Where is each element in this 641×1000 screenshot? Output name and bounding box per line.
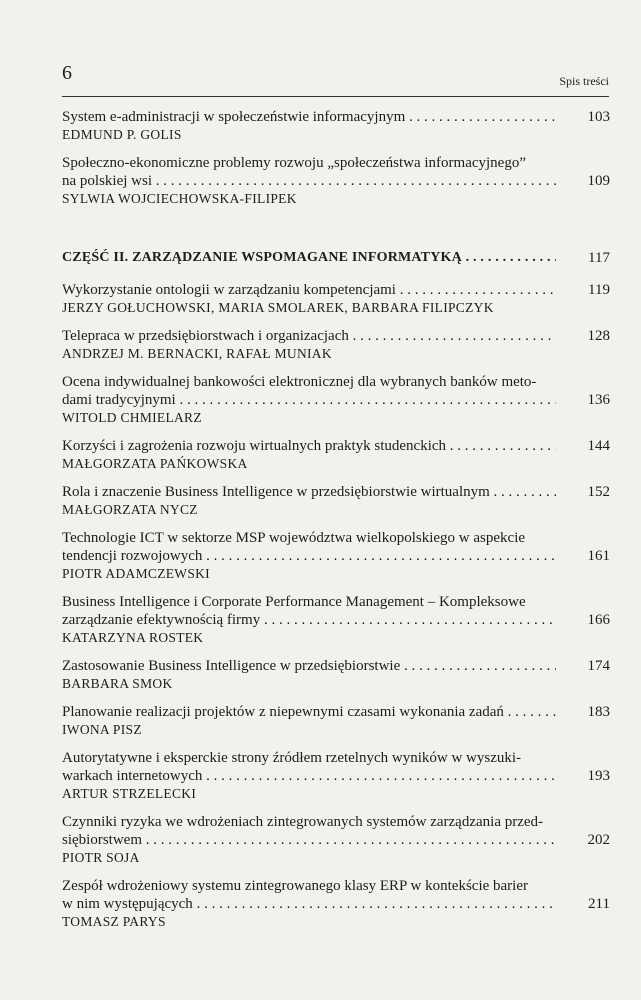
entry-authors: EDMUND P. GOLIS: [62, 127, 182, 142]
toc-entry: [62, 877, 610, 930]
entry-page-number: 161: [556, 547, 610, 565]
entry-title: [62, 593, 556, 629]
entry-title: [62, 373, 556, 409]
table-of-contents: [62, 108, 610, 941]
entry-title: [62, 813, 556, 849]
toc-entry: [62, 108, 610, 143]
entry-title-line: tendencji rozwojowych . . .: [62, 547, 556, 565]
entry-page-number: 136: [556, 391, 610, 409]
entry-title-line: Czynniki ryzyka we wdrożeniach zintegrowanych systemów zarządzania przed-: [62, 814, 544, 830]
entry-authors: TOMASZ PARYS: [62, 914, 166, 929]
entry-title-line: Zespół wdrożeniowy systemu zintegrowanego klasy ERP w kontekście barier: [62, 878, 528, 894]
entry-authors: SYLWIA WOJCIECHOWSKA-FILIPEK: [62, 191, 297, 206]
entry-authors: MAŁGORZATA NYCZ: [62, 502, 198, 517]
entry-title: Planowanie realizacji projektów z niepewnymi czasami wykonania zadań . . .: [62, 703, 556, 721]
entry-title: Rola i znaczenie Business Intelligence w przedsiębiorstwie wirtualnym . . .: [62, 483, 556, 501]
entry-title: Korzyści i zagrożenia rozwoju wirtualnych praktyk studenckich . . .: [62, 437, 556, 455]
entry-title: [62, 749, 556, 785]
toc-entry: [62, 529, 610, 582]
entry-authors: IWONA PISZ: [62, 722, 142, 737]
entry-title-line: siębiorstwem . . .: [62, 831, 556, 849]
entry-authors: MAŁGORZATA PAŃKOWSKA: [62, 456, 248, 471]
entry-page-number: 117: [556, 249, 610, 267]
toc-entry: [62, 657, 610, 692]
entry-page-number: 183: [556, 703, 610, 721]
part-heading: [62, 249, 610, 267]
toc-entry: [62, 281, 610, 316]
entry-authors: KATARZYNA ROSTEK: [62, 630, 204, 645]
entry-page-number: 211: [556, 895, 610, 913]
entry-authors: ANDRZEJ M. BERNACKI, RAFAŁ MUNIAK: [62, 346, 332, 361]
toc-entry: [62, 437, 610, 472]
entry-page-number: 174: [556, 657, 610, 675]
entry-page-number: 152: [556, 483, 610, 501]
entry-title-line: na polskiej wsi . . .: [62, 172, 556, 190]
entry-title: [62, 529, 556, 565]
entry-title-line: Business Intelligence i Corporate Performance Management – Kompleksowe: [62, 594, 526, 610]
entry-page-number: 202: [556, 831, 610, 849]
entry-title-line: zarządzanie efektywnością firmy . . .: [62, 611, 556, 629]
toc-entry: [62, 483, 610, 518]
toc-entry: [62, 593, 610, 646]
running-title: Spis treści: [559, 74, 609, 88]
toc-entry: [62, 373, 610, 426]
entry-title-line: Społeczno-ekonomiczne problemy rozwoju „społeczeństwa informacyjnego”: [62, 155, 526, 171]
entry-authors: BARBARA SMOK: [62, 676, 173, 691]
toc-entry: [62, 327, 610, 362]
entry-authors: JERZY GOŁUCHOWSKI, MARIA SMOLAREK, BARBARA FILIPCZYK: [62, 300, 494, 315]
entry-page-number: 166: [556, 611, 610, 629]
entry-page-number: 128: [556, 327, 610, 345]
entry-title: CZĘŚĆ II. ZARZĄDZANIE WSPOMAGANE INFORMATYKĄ . . .: [62, 249, 556, 267]
entry-title: [62, 877, 556, 913]
entry-title: [62, 154, 556, 190]
entry-title: Zastosowanie Business Intelligence w przedsiębiorstwie . . .: [62, 657, 556, 675]
entry-title: System e-administracji w społeczeństwie informacyjnym . . .: [62, 108, 556, 126]
toc-entry: [62, 154, 610, 207]
toc-entry: [62, 813, 610, 866]
header-rule: [62, 96, 609, 97]
entry-authors: WITOLD CHMIELARZ: [62, 410, 202, 425]
entry-page-number: 144: [556, 437, 610, 455]
entry-page-number: 119: [556, 281, 610, 299]
entry-title-line: Technologie ICT w sektorze MSP województwa wielkopolskiego w aspekcie: [62, 530, 526, 546]
entry-authors: PIOTR ADAMCZEWSKI: [62, 566, 210, 581]
entry-title: Telepraca w przedsiębiorstwach i organizacjach . . .: [62, 327, 556, 345]
page-number: 6: [62, 62, 72, 84]
entry-title-line: dami tradycyjnymi . . .: [62, 391, 556, 409]
entry-title: Wykorzystanie ontologii w zarządzaniu kompetencjami . . .: [62, 281, 556, 299]
entry-title-line: Ocena indywidualnej bankowości elektronicznej dla wybranych banków meto-: [62, 374, 537, 390]
entry-page-number: 193: [556, 767, 610, 785]
entry-page-number: 103: [556, 108, 610, 126]
toc-entry: [62, 703, 610, 738]
entry-title-line: warkach internetowych . . .: [62, 767, 556, 785]
entry-page-number: 109: [556, 172, 610, 190]
entry-title-line: w nim występujących . . .: [62, 895, 556, 913]
entry-title-line: Autorytatywne i eksperckie strony źródłem rzetelnych wyników w wyszuki-: [62, 750, 522, 766]
toc-entry: [62, 749, 610, 802]
entry-authors: PIOTR SOJA: [62, 850, 140, 865]
entry-authors: ARTUR STRZELECKI: [62, 786, 197, 801]
